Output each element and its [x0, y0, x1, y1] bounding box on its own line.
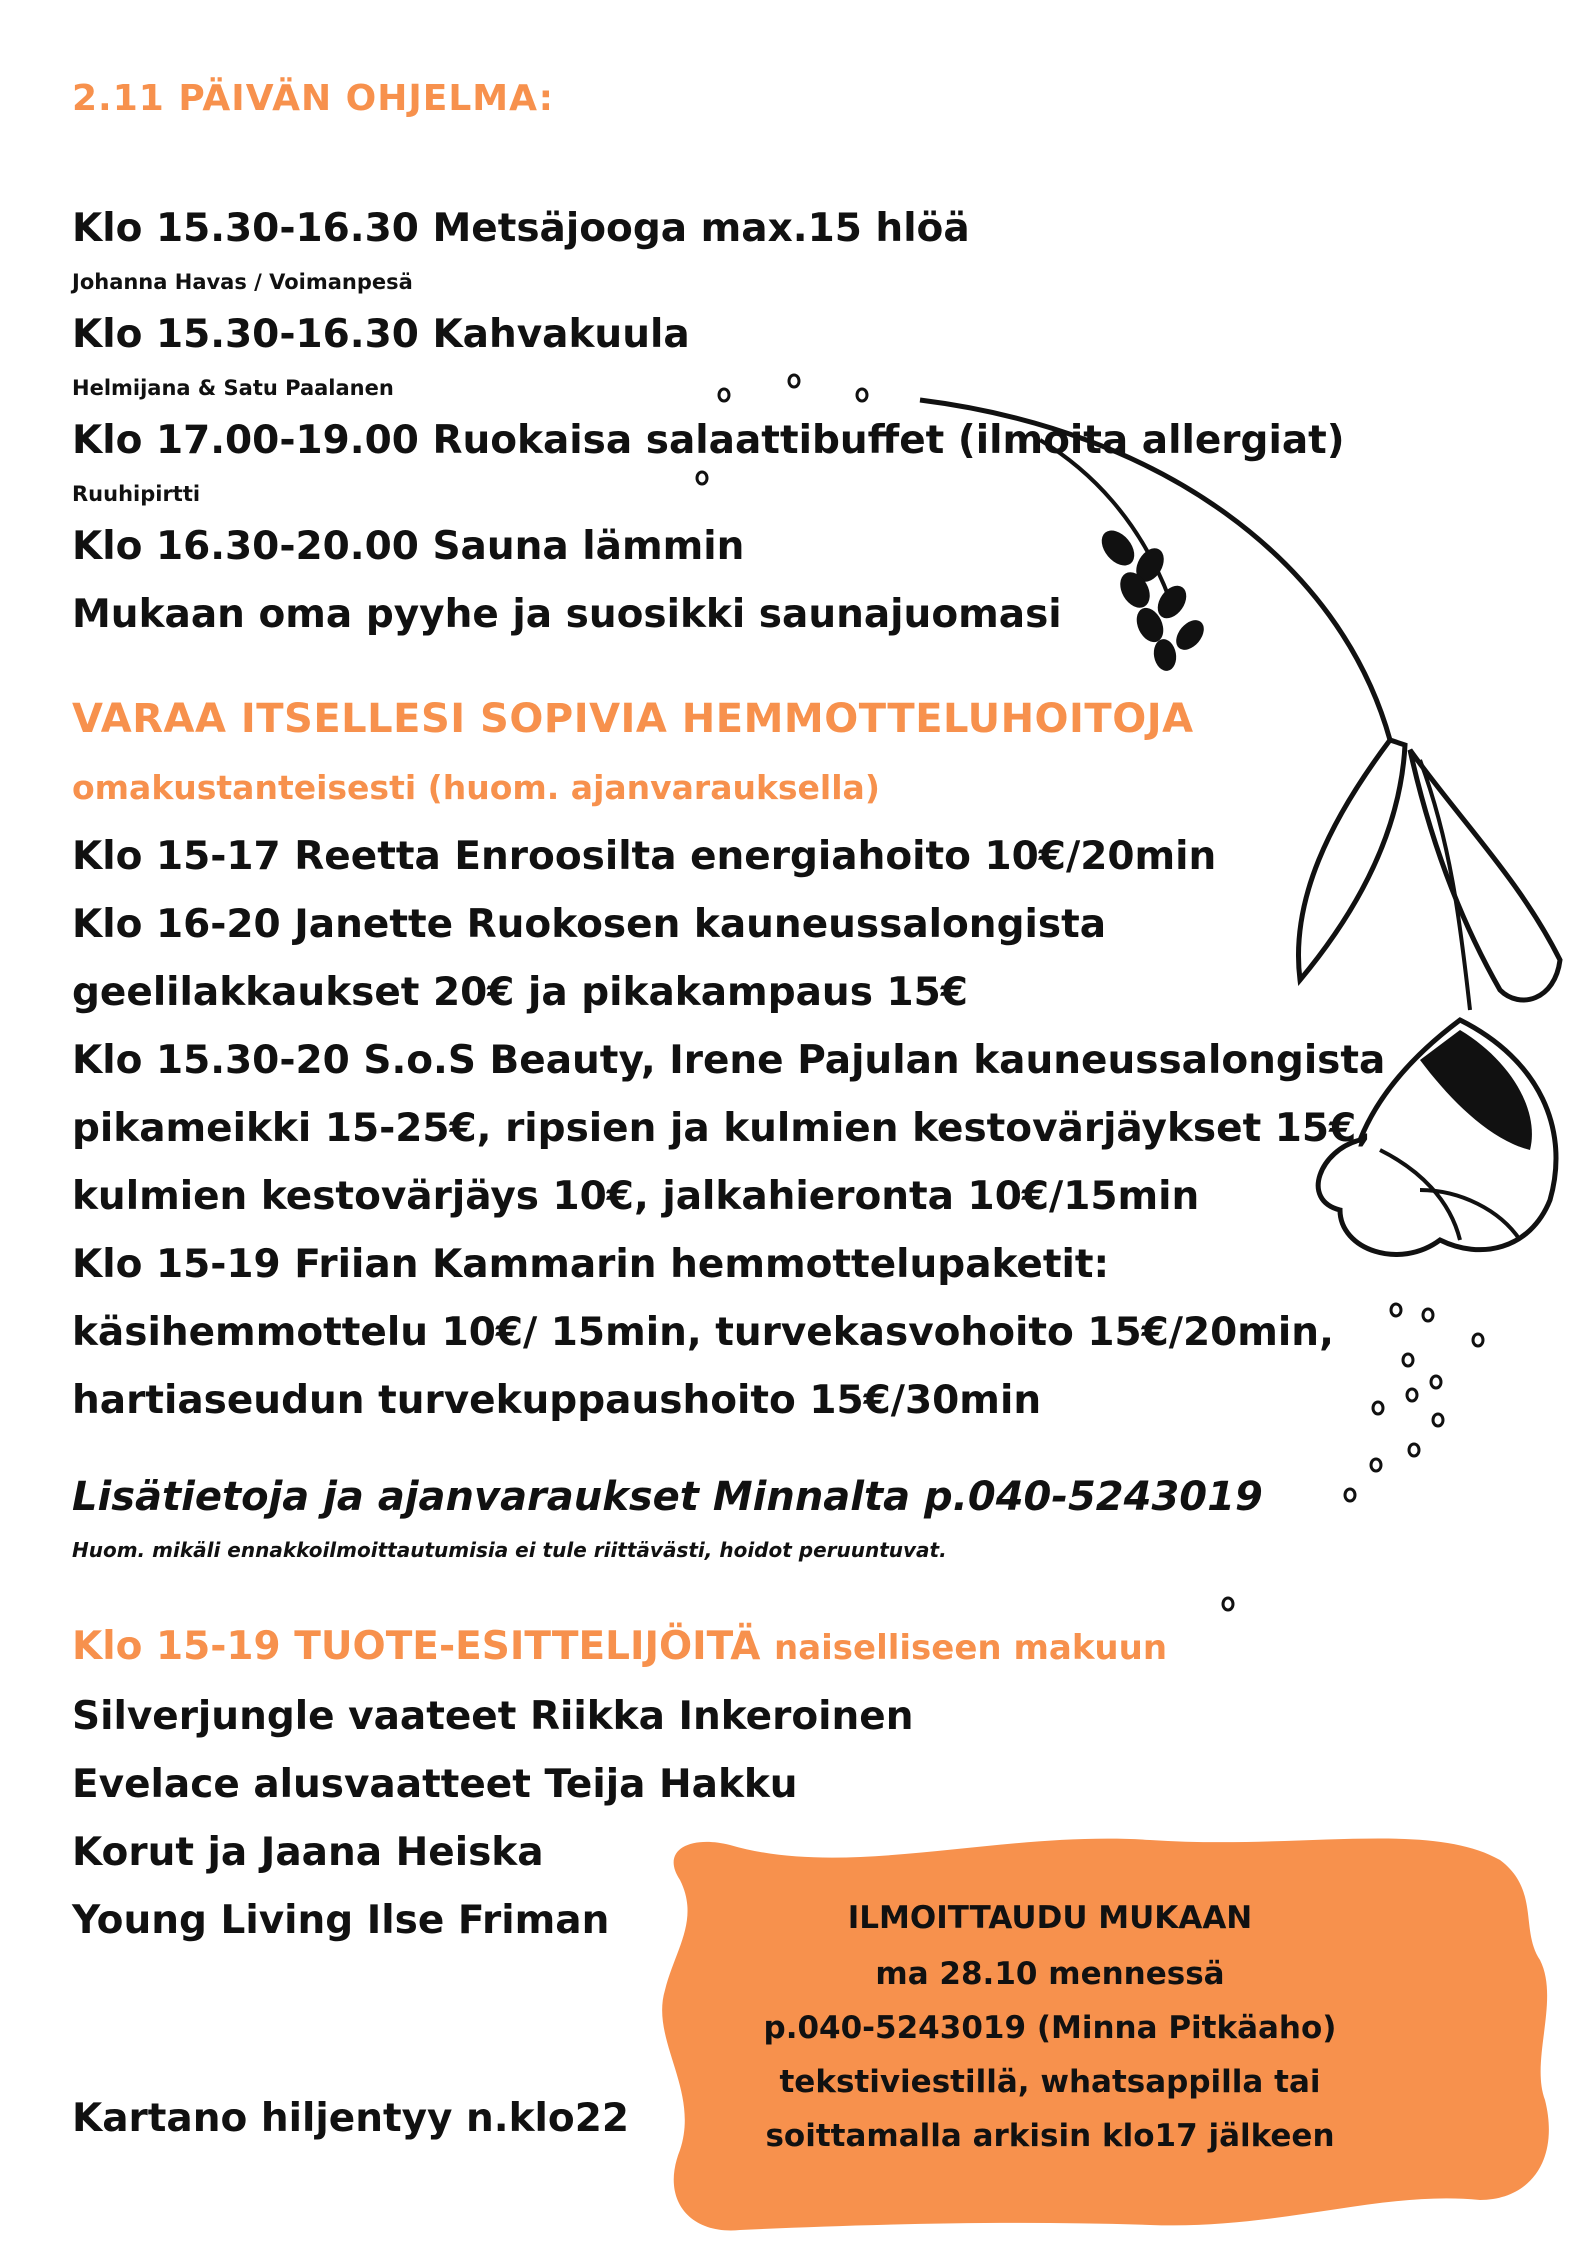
- treatment-line: hartiaseudun turvekuppaushoito 15€/30min: [72, 1378, 1042, 1423]
- sauna-note: Mukaan oma pyyhe ja suosikki saunajuomasi: [72, 592, 1062, 637]
- treatment-line: geelilakkaukset 20€ ja pikakampaus 15€: [72, 970, 968, 1015]
- signup-line: p.040-5243019 (Minna Pitkäaho): [763, 2010, 1337, 2046]
- program-item-2: Klo 15.30-16.30 Kahvakuula: [72, 312, 690, 357]
- product-item: Korut ja Jaana Heiska: [72, 1830, 544, 1875]
- petal-left: [1298, 740, 1405, 980]
- cancellation-note: Huom. mikäli ennakkoilmoittautumisia ei tule riittävästi, hoidot peruuntuvat.: [72, 1538, 947, 1562]
- program-item-3: Klo 17.00-19.00 Ruokaisa salaattibuffet (ilmoita allergiat): [72, 418, 1345, 463]
- treatment-line: kulmien kestovärjäys 10€, jalkahieronta 10€/15min: [72, 1174, 1200, 1219]
- treatment-line: Klo 15.30-20 S.o.S Beauty, Irene Pajulan kauneussalongista: [72, 1038, 1386, 1083]
- program-item-1: Klo 15.30-16.30 Metsäjooga max.15 hlöä: [72, 206, 970, 251]
- contact-info: Lisätietoja ja ajanvaraukset Minnalta p.040-5243019: [72, 1474, 1263, 1520]
- treatment-line: Klo 15-19 Friian Kammarin hemmottelupaketit:: [72, 1242, 1110, 1287]
- program-item-2-host: Helmijana & Satu Paalanen: [72, 376, 394, 400]
- treatment-line: Klo 16-20 Janette Ruokosen kauneussalongista: [72, 902, 1107, 947]
- signup-line: ma 28.10 mennessä: [875, 1956, 1225, 1992]
- products-heading: [72, 1624, 1167, 1669]
- program-item-1-host: Johanna Havas / Voimanpesä: [72, 270, 413, 294]
- signup-line: tekstiviestillä, whatsappilla tai: [779, 2064, 1321, 2100]
- program-item-4: Klo 16.30-20.00 Sauna lämmin: [72, 524, 745, 569]
- signup-line: soittamalla arkisin klo17 jälkeen: [765, 2118, 1335, 2154]
- treatment-line: pikameikki 15-25€, ripsien ja kulmien kestovärjäykset 15€,: [72, 1106, 1372, 1151]
- page-title: 2.11 PÄIVÄN OHJELMA:: [72, 78, 555, 119]
- signup-title: ILMOITTAUDU MUKAAN: [847, 1900, 1253, 1936]
- petal-right: [1410, 750, 1560, 1000]
- product-item: Evelace alusvaatteet Teija Hakku: [72, 1762, 798, 1807]
- products-heading-strong: Klo 15-19 TUOTE-ESITTELIJÖITÄ: [72, 1624, 761, 1669]
- leaf-cluster: [1095, 524, 1209, 672]
- product-item: Young Living Ilse Friman: [72, 1898, 610, 1943]
- treatments-heading: VARAA ITSELLESI SOPIVIA HEMMOTTELUHOITOJA: [72, 696, 1194, 742]
- treatments-subheading: omakustanteisesti (huom. ajanvarauksella): [72, 768, 880, 807]
- closing-note: Kartano hiljentyy n.klo22: [72, 2096, 629, 2141]
- treatment-line: Klo 15-17 Reetta Enroosilta energiahoito 10€/20min: [72, 834, 1217, 879]
- program-item-3-host: Ruuhipirtti: [72, 482, 201, 506]
- product-item: Silverjungle vaateet Riikka Inkeroinen: [72, 1694, 914, 1739]
- products-heading-rest: naiselliseen makuun: [773, 1628, 1168, 1668]
- treatment-line: käsihemmottelu 10€/ 15min, turvekasvohoito 15€/20min,: [72, 1310, 1334, 1355]
